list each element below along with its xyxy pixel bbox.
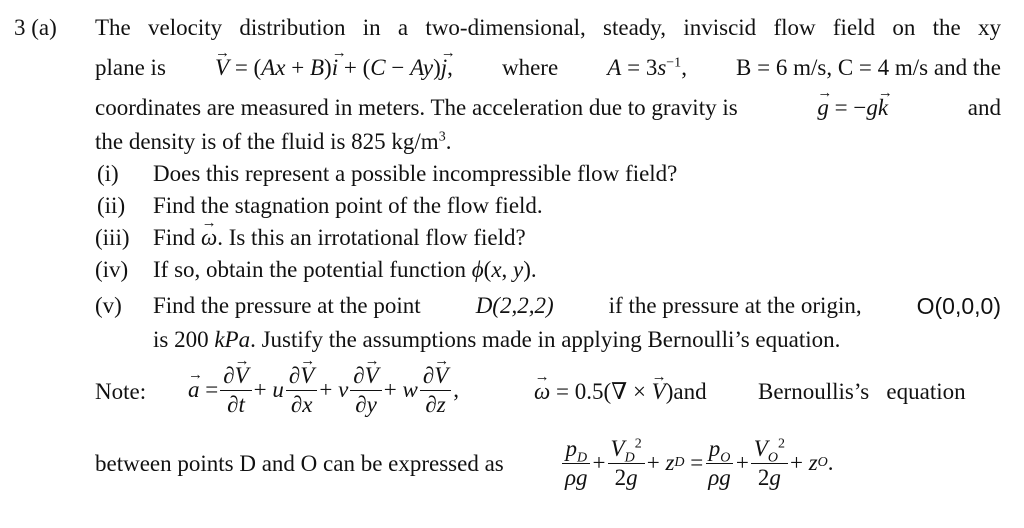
item-i-text: Does this represent a possible incompressible flow field? xyxy=(153,161,678,186)
intro-line-1: The velocity distribution in a two-dimensional, steady, inviscid flow field on the xy xyxy=(95,15,1001,40)
point-d: D(2,2,2) xyxy=(475,293,554,318)
item-iii-text-b: . Is this an irrotational flow field? xyxy=(217,225,526,250)
item-iii-label: (iii) xyxy=(95,225,130,250)
intro-line-2 xyxy=(95,54,1001,82)
item-ii-text: Find the stagnation point of the flow field. xyxy=(153,193,543,218)
note-bernoulli: Bernoullis’s equation xyxy=(758,379,966,404)
intro-b-c-values: B = 6 m/s, C = 4 m/s and the xyxy=(736,55,1001,80)
intro-and: and xyxy=(967,95,1001,120)
item-i-label: (i) xyxy=(97,161,119,186)
item-iii-text-a: Find xyxy=(153,225,196,250)
item-v-label: (v) xyxy=(95,293,122,318)
note-last-text: between points D and O can be expressed as xyxy=(95,451,504,476)
item-v-text-d: . Justify the assumptions made in applying Bernoulli’s equation. xyxy=(250,327,841,352)
velocity-equation: → V = (Ax + B)→ i + (C − Ay)→ j, xyxy=(215,54,453,82)
item-iv-text-a: If so, obtain the potential function xyxy=(153,257,466,282)
bernoulli-equation: $\frac{p_D}{\rho g}$ + $\frac{V_D^2}{2g}$ + z D = $\frac{p_O}{\rho g}$ + $\frac{V_O^2}{2g}$ + z O . xyxy=(560,430,834,496)
density-text: the density is of the fluid is 825 kg/m xyxy=(95,129,439,154)
gravity-equation: → g = −g→ k xyxy=(817,94,888,122)
intro-plane-is: plane is xyxy=(95,55,166,80)
item-v-text-b: if the pressure at the origin, xyxy=(608,293,862,318)
item-iii-row xyxy=(153,224,526,252)
item-iv-label: (iv) xyxy=(95,257,129,282)
intro-gravity-text: coordinates are measured in meters. The acceleration due to gravity is xyxy=(95,95,738,120)
item-v-text-a: Find the pressure at the point xyxy=(153,293,421,318)
note-label: Note: xyxy=(95,379,147,404)
question-number: 3 (a) xyxy=(14,15,57,40)
vorticity-symbol: → ω xyxy=(201,224,217,252)
acceleration-equation: → a = $\frac{\partial\to V}{\partial t}$ + u $\frac{\partial\to V}{\partial x}$ + v $\frac{\partial\to V}{\partial y}$ + w $\frac{\partial\to V}{\partial z}$ , xyxy=(188,358,459,422)
note-and: and xyxy=(673,379,707,404)
item-v-row-1 xyxy=(153,292,1001,320)
intro-line-4: the density is of the fluid is 825 $kg/m^3$. xyxy=(95,129,452,154)
intro-line-3 xyxy=(95,94,1001,122)
intro-where: where xyxy=(501,55,559,80)
origin-point: O(0,0,0) xyxy=(916,293,1001,319)
vorticity-definition: → ω = 0.5(∇ × → V)and xyxy=(534,378,707,406)
item-iv-row: If so, obtain the potential function ϕ(x, y). xyxy=(153,257,537,282)
item-v-row-2 xyxy=(153,326,840,354)
item-ii-label: (ii) xyxy=(97,193,126,218)
pressure-unit: kPa xyxy=(214,327,251,352)
coefficient-a: $A = 3s^{-1}$, xyxy=(607,55,687,80)
item-iv-text-b: . xyxy=(530,257,537,282)
item-v-text-c: is 200 xyxy=(153,327,209,352)
potential-function: ϕ xyxy=(471,257,484,282)
